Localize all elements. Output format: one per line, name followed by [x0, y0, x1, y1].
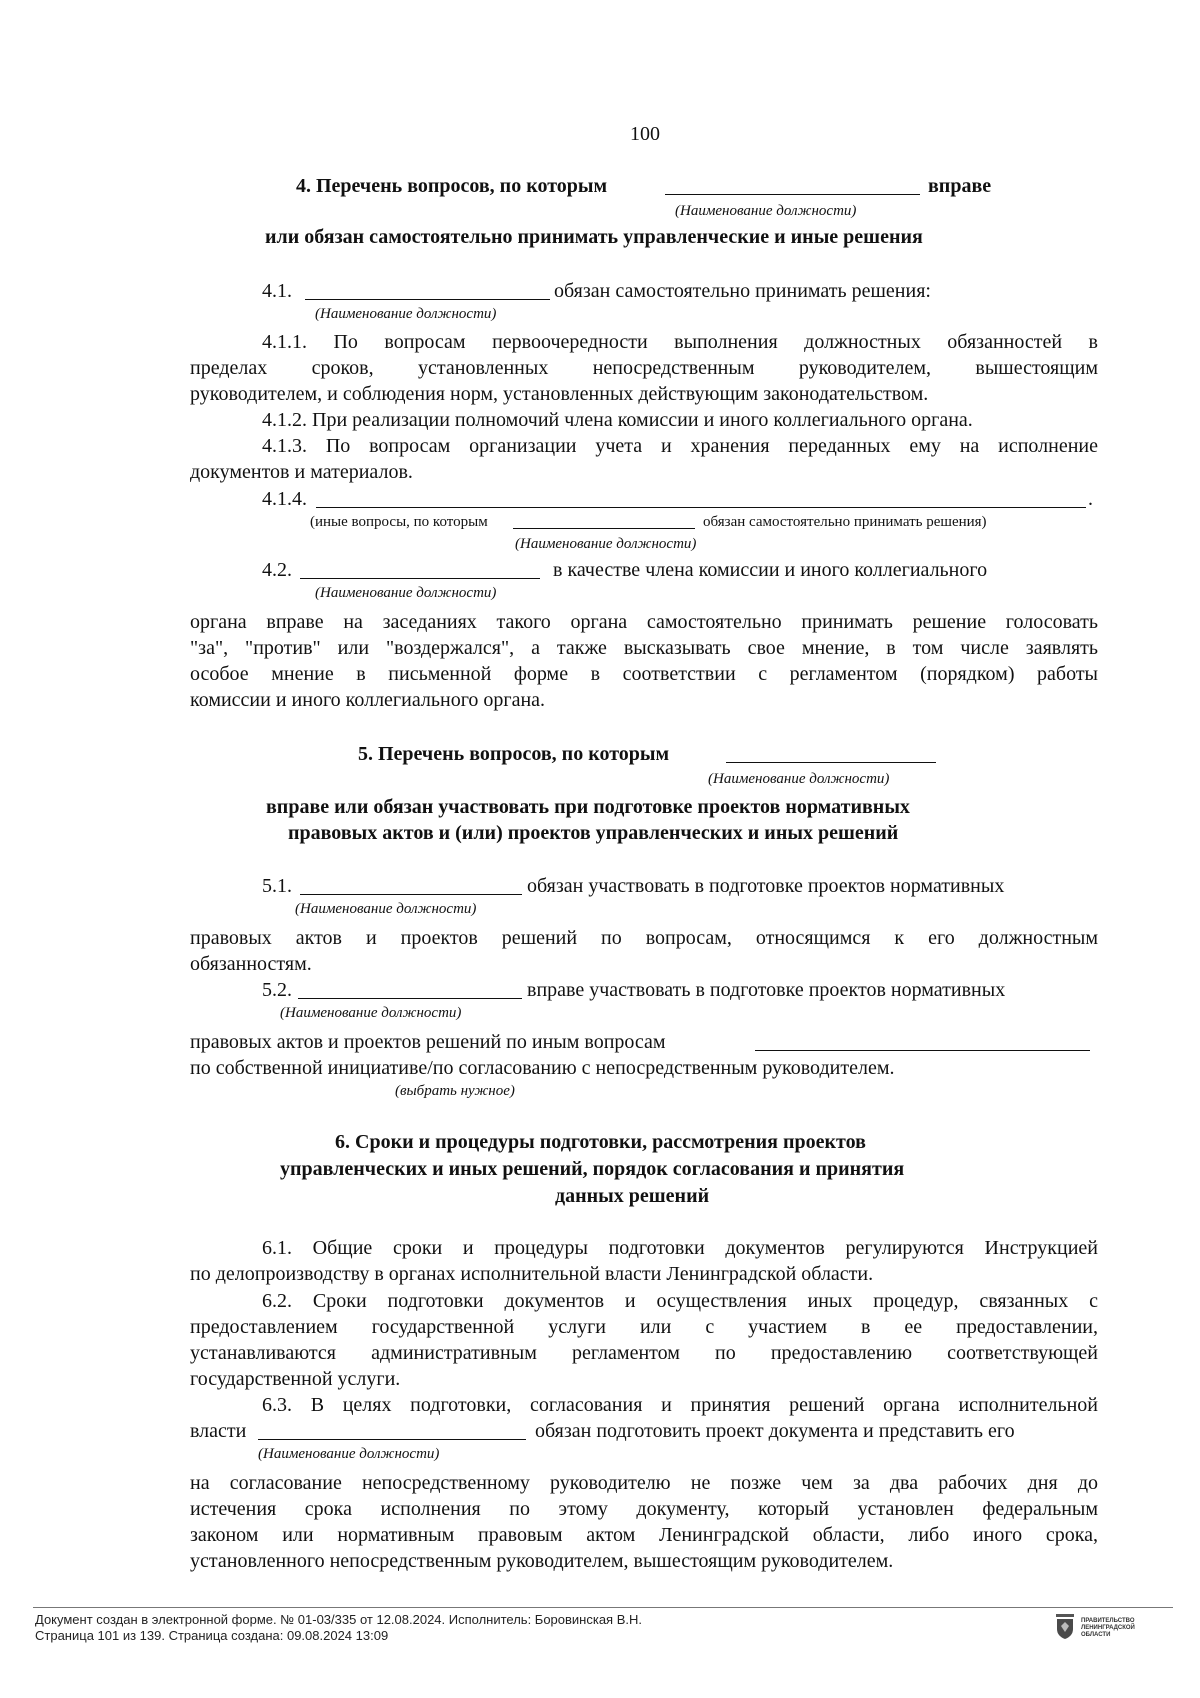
- item-4-1-text: обязан самостоятельно принимать решения:: [554, 280, 931, 302]
- item-4-1-number: 4.1.: [262, 280, 292, 302]
- item-6-2-line2: предоставлением государственной услуги или с участием в ее предоставлении,: [190, 1316, 1098, 1338]
- item-4-1-4-sub-a: (иные вопросы, по которым: [310, 514, 488, 530]
- item-5-1-number: 5.1.: [262, 875, 292, 897]
- footer-divider: [33, 1607, 1173, 1608]
- item-4-1-2: 4.1.2. При реализации полномочий члена комиссии и иного коллегиального органа.: [262, 409, 973, 431]
- item-6-3-line4: истечения срока исполнения по этому документу, который установлен федеральным: [190, 1498, 1098, 1520]
- item-5-1-caption: (Наименование должности): [295, 901, 477, 917]
- coat-of-arms-icon: [1055, 1614, 1075, 1640]
- item-4-1-1-line1: 4.1.1. По вопросам первоочередности выполнения должностных обязанностей в: [262, 331, 1098, 353]
- item-6-1-line1: 6.1. Общие сроки и процедуры подготовки документов регулируются Инструкцией: [262, 1237, 1098, 1259]
- section-5-title-part1: 5. Перечень вопросов, по которым: [358, 743, 670, 765]
- section-4-position-blank: [665, 176, 920, 195]
- item-6-3-line3: на согласование непосредственному руководителю не позже чем за два рабочих дня до: [190, 1472, 1098, 1494]
- item-6-2-line1: 6.2. Сроки подготовки документов и осуществления иных процедур, связанных с: [262, 1290, 1098, 1312]
- item-5-1-blank: [300, 876, 522, 895]
- section-6-title-part2: управленческих и иных решений, порядок согласования и принятия: [280, 1158, 905, 1180]
- item-5-2-text: вправе участвовать в подготовке проектов нормативных: [527, 979, 1006, 1001]
- item-5-2-choose-caption: (выбрать нужное): [395, 1083, 515, 1099]
- footer-document-info: Документ создан в электронной форме. № 01-03/335 от 12.08.2024. Исполнитель: Боровинская В.Н.: [35, 1612, 642, 1627]
- item-4-2-caption: (Наименование должности): [315, 585, 497, 601]
- item-5-2-line2: по собственной инициативе/по согласованию с непосредственным руководителем.: [190, 1057, 895, 1079]
- item-4-1-3-line1: 4.1.3. По вопросам организации учета и хранения переданных ему на исполнение: [262, 435, 1098, 457]
- item-5-2-other-questions-blank: [755, 1032, 1090, 1051]
- item-4-1-4-caption: (Наименование должности): [515, 536, 697, 552]
- item-6-2-line4: государственной услуги.: [190, 1368, 401, 1390]
- item-4-1-3-line2: документов и материалов.: [190, 461, 413, 483]
- item-5-1-text: обязан участвовать в подготовке проектов нормативных: [527, 875, 1005, 897]
- item-4-1-4-period: .: [1088, 488, 1093, 510]
- item-6-3-line2-part2: обязан подготовить проект документа и представить его: [535, 1420, 1015, 1442]
- item-5-2-line1: правовых актов и проектов решений по иным вопросам: [190, 1031, 666, 1053]
- section-5-title-part3: правовых актов и (или) проектов управленческих и иных решений: [288, 822, 899, 844]
- item-4-2-line3: особое мнение в письменной форме в соответствии с регламентом (порядком) работы: [190, 663, 1098, 685]
- section-4-title-part3: или обязан самостоятельно принимать управленческие и иные решения: [265, 226, 923, 248]
- item-6-3-line5: законом или нормативным правовым актом Ленинградской области, либо иного срока,: [190, 1524, 1098, 1546]
- item-5-2-number: 5.2.: [262, 979, 292, 1001]
- item-4-1-caption: (Наименование должности): [315, 306, 497, 322]
- item-6-3-line6: установленного непосредственным руководителем, вышестоящим руководителем.: [190, 1550, 894, 1572]
- section-5-title-caption: (Наименование должности): [708, 771, 890, 787]
- item-4-1-blank: [305, 281, 550, 300]
- item-6-3-line1: 6.3. В целях подготовки, согласования и принятия решений органа исполнительной: [262, 1394, 1098, 1416]
- section-6-title-part1: 6. Сроки и процедуры подготовки, рассмотрения проектов: [335, 1131, 866, 1153]
- item-6-2-line3: устанавливаются административным регламентом по предоставлению соответствующей: [190, 1342, 1098, 1364]
- item-4-1-4-sub-b: обязан самостоятельно принимать решения): [703, 514, 987, 530]
- section-5-position-blank: [726, 744, 936, 763]
- item-5-2-blank: [298, 980, 522, 999]
- logo-line-1: ПРАВИТЕЛЬСТВО: [1081, 1618, 1135, 1624]
- item-4-2-line4: комиссии и иного коллегиального органа.: [190, 689, 546, 711]
- logo-line-2: ЛЕНИНГРАДСКОЙ: [1081, 1625, 1135, 1631]
- section-4-title-caption: (Наименование должности): [675, 203, 857, 219]
- item-6-1-line2: по делопроизводству в органах исполнительной власти Ленинградской области.: [190, 1263, 874, 1285]
- item-6-3-caption: (Наименование должности): [258, 1446, 440, 1462]
- item-4-2-line1: органа вправе на заседаниях такого органа самостоятельно принимать решение голосовать: [190, 611, 1098, 633]
- page-number: 100: [630, 123, 660, 145]
- item-6-3-line2-part1: власти: [190, 1420, 247, 1442]
- item-4-2-text: в качестве члена комиссии и иного коллегиального: [553, 559, 988, 581]
- item-4-1-4-number: 4.1.4.: [262, 488, 307, 510]
- section-4-title-part1: 4. Перечень вопросов, по которым: [296, 175, 608, 197]
- item-6-3-blank: [258, 1421, 526, 1440]
- section-5-title-part2: вправе или обязан участвовать при подготовке проектов нормативных: [266, 796, 910, 818]
- item-4-2-number: 4.2.: [262, 559, 292, 581]
- item-4-1-1-line3: руководителем, и соблюдения норм, установленных действующим законодательством.: [190, 383, 929, 405]
- item-4-1-4-sub-blank: [513, 513, 695, 529]
- item-4-1-1-line2: пределах сроков, установленных непосредственным руководителем, вышестоящим: [190, 357, 1098, 379]
- section-4-title-part2: вправе: [928, 175, 992, 197]
- footer-page-info: Страница 101 из 139. Страница создана: 09.08.2024 13:09: [35, 1628, 389, 1643]
- item-4-1-4-blank: [316, 489, 1086, 508]
- item-5-2-caption: (Наименование должности): [280, 1005, 462, 1021]
- item-4-2-blank: [300, 560, 540, 579]
- item-4-2-line2: "за", "против" или "воздержался", а также высказывать свое мнение, в том числе заявлять: [190, 637, 1098, 659]
- logo-line-3: ОБЛАСТИ: [1081, 1632, 1111, 1638]
- item-5-1-line1: правовых актов и проектов решений по вопросам, относящимся к его должностным: [190, 927, 1098, 949]
- item-5-1-line2: обязанностям.: [190, 953, 312, 975]
- government-logo: [1055, 1612, 1170, 1646]
- section-6-title-part3: данных решений: [555, 1185, 710, 1207]
